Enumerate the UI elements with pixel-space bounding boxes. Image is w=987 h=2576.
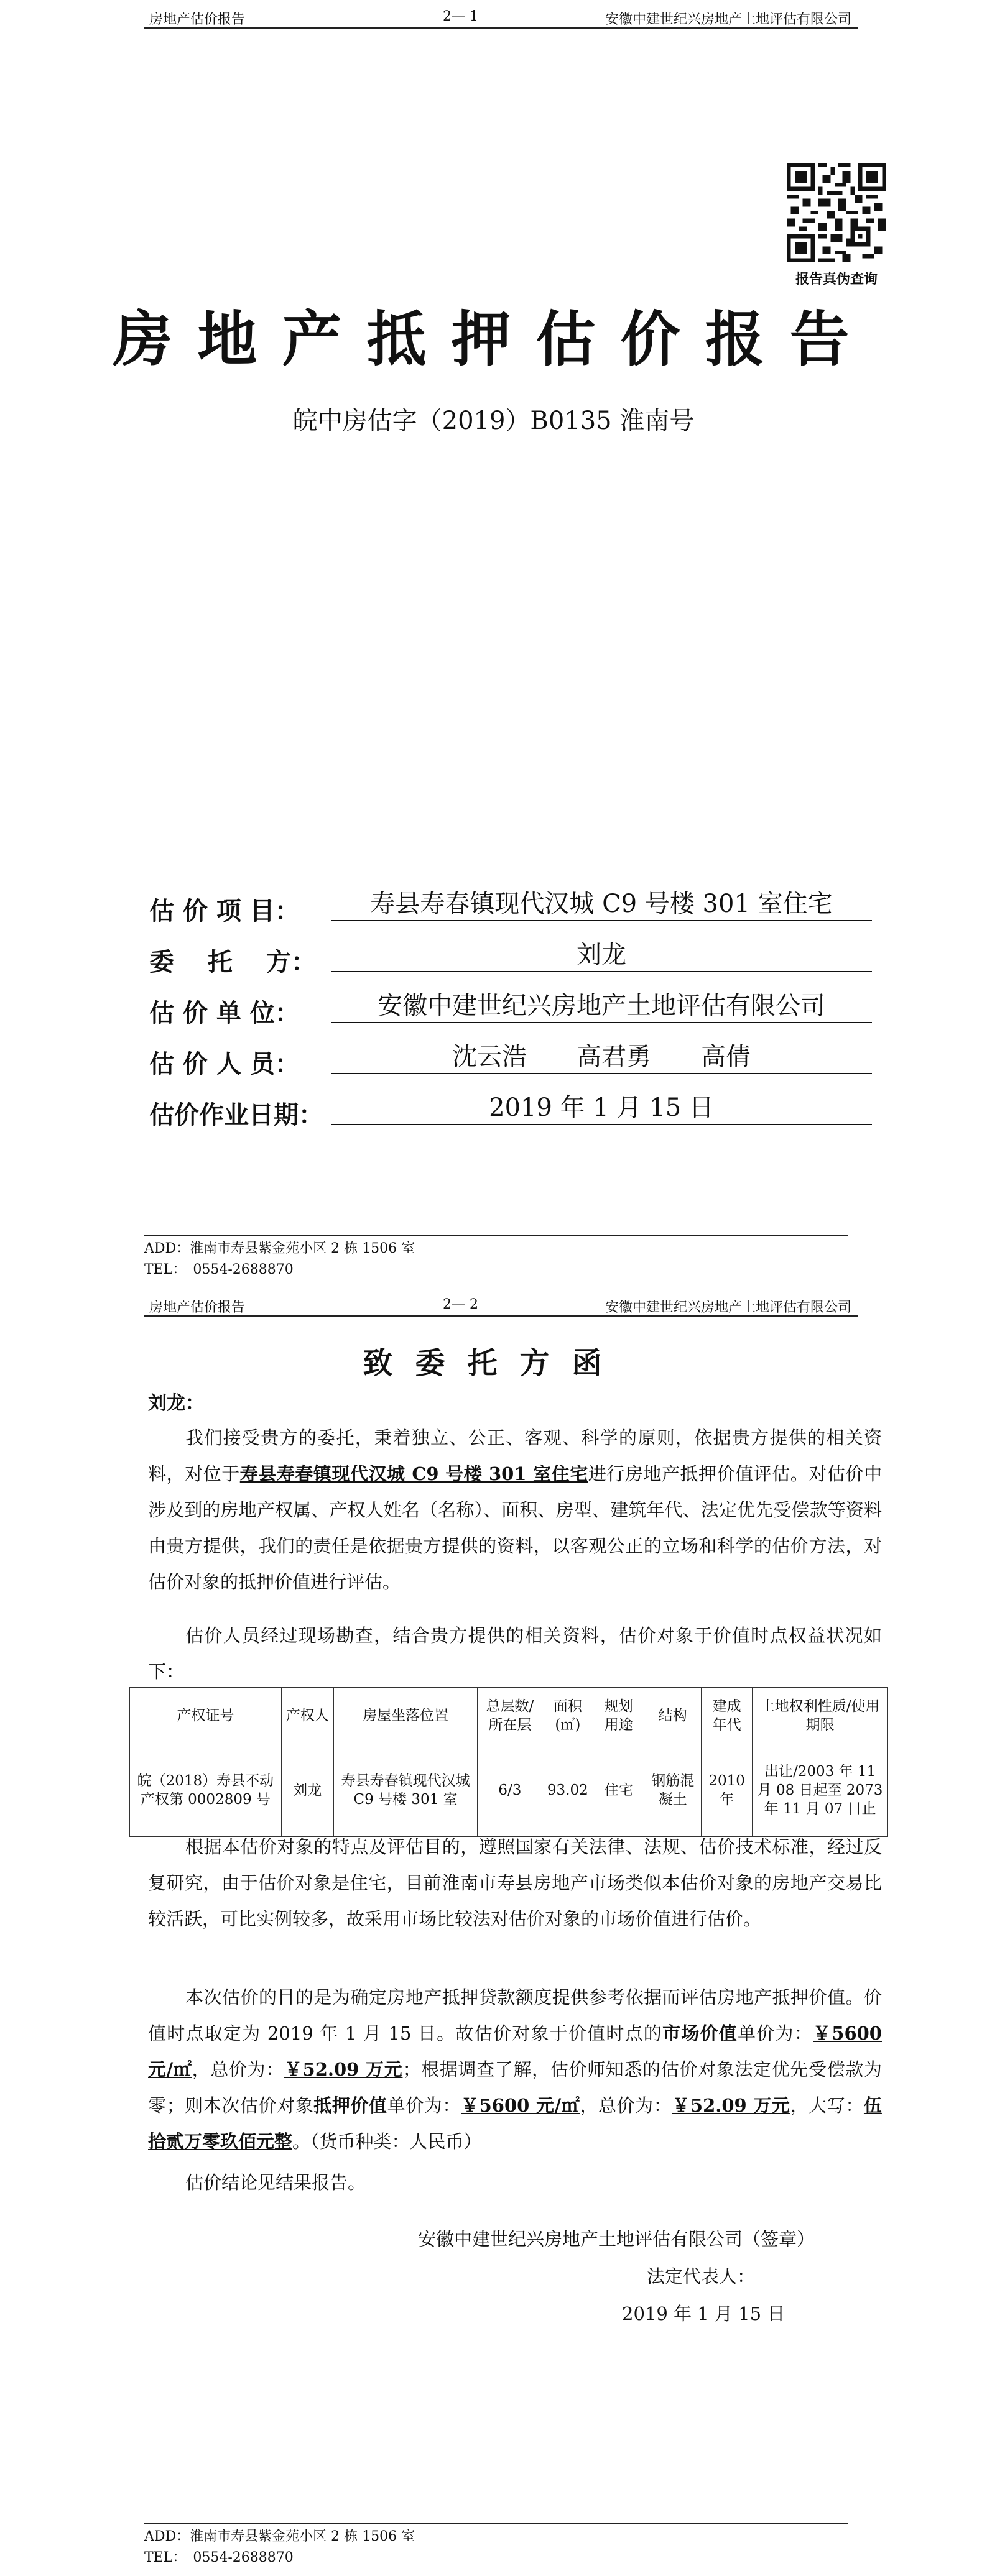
qr-caption: 报告真伪查询 [795, 271, 878, 287]
table-row [130, 1744, 888, 1837]
col-floors: 总层数/所在层 [478, 1688, 542, 1744]
col-certificate-no: 产权证号 [130, 1688, 282, 1744]
col-area: 面积(㎡) [542, 1688, 593, 1744]
header-company: 安徽中建世纪兴房地产土地评估有限公司 [605, 1300, 851, 1315]
col-build-year: 建成年代 [702, 1688, 753, 1744]
amount-in-words: 伍拾贰万零玖佰元整 [148, 2095, 882, 2152]
verification-qr-code[interactable] [787, 163, 886, 262]
report-title: 房地产抵押估价报告 [113, 305, 874, 374]
col-owner: 产权人 [281, 1688, 333, 1744]
col-planned-use: 规划用途 [593, 1688, 644, 1744]
footer-address: ADD：淮南市寿县紫金苑小区 2 栋 1506 室 [144, 1241, 415, 1256]
cell-structure: 钢筋混凝土 [644, 1744, 702, 1837]
col-land-rights: 土地权利性质/使用期限 [753, 1688, 888, 1744]
mortgage-total-price: ￥52.09 万元 [672, 2095, 790, 2116]
company-signature: 安徽中建世纪兴房地产土地评估有限公司（签章） [418, 2229, 815, 2250]
field-appraisers [149, 1041, 896, 1078]
cell-floors: 6/3 [478, 1744, 542, 1837]
running-header [144, 6, 858, 29]
field-value: 刘龙 [331, 939, 872, 972]
letter-title: 致委托方函 [363, 1346, 624, 1381]
cell-area: 93.02 [542, 1744, 593, 1837]
header-company: 安徽中建世纪兴房地产土地评估有限公司 [605, 12, 851, 27]
field-label: 估价作业日期： [149, 1101, 323, 1129]
header-page-number: 2— 1 [443, 9, 478, 24]
report-number: 皖中房估字（2019）B0135 淮南号 [292, 407, 695, 435]
salutation: 刘龙： [148, 1392, 204, 1414]
cell-location: 寿县寿春镇现代汉城 C9 号楼 301 室 [333, 1744, 478, 1837]
header-page-number: 2— 2 [443, 1297, 478, 1312]
footer-divider [144, 2523, 848, 2524]
cell-land-rights: 出让/2003 年 11 月 08 日起至 2073 年 11 月 07 日止 [753, 1744, 888, 1837]
col-structure: 结构 [644, 1688, 702, 1744]
paragraph-method: 根据本估价对象的特点及评估目的，遵照国家有关法律、法规、估价技术标准，经过反复研究，由于估价对象是住宅，目前淮南市寿县房地产市场类似本估价对象的房地产交易比较活跃，可比实例较多，故采用市场比较法对估价对象的市场价值进行估价。 [148, 1836, 882, 1930]
footer-address: ADD：淮南市寿县紫金苑小区 2 栋 1506 室 [144, 2529, 415, 2544]
field-client [149, 939, 896, 976]
col-location: 房屋坐落位置 [333, 1688, 478, 1744]
field-label: 估 价 项 目： [149, 897, 300, 926]
footer-divider [144, 1235, 848, 1236]
field-value: 安徽中建世纪兴房地产土地评估有限公司 [331, 990, 872, 1023]
field-value: 2019 年 1 月 15 日 [331, 1092, 872, 1125]
market-unit-price: ￥5600 元/㎡ [148, 2023, 882, 2080]
paragraph-commission: 我们接受贵方的委托，秉着独立、公正、客观、科学的原则，依据贵方提供的相关资料，对位于寿县寿春镇现代汉城 C9 号楼 301 室住宅进行房地产抵押价值评估。对估价中涉及到的房地产权属、产权人姓名（名称）、面积、房型、建筑年代、法定优先受偿款等资料由贵方提供，我们的责任是依据贵方提供的资料，以客观公正的立场和科学的估价方法，对估价对象的抵押价值进行评估。 [148, 1427, 882, 1593]
paragraph-conclusion: 估价结论见结果报告。 [185, 2172, 366, 2193]
property-rights-table [129, 1687, 888, 1837]
field-work-date [149, 1092, 896, 1129]
cell-owner: 刘龙 [281, 1744, 333, 1837]
footer-telephone: TEL： 0554-2688870 [144, 2550, 294, 2565]
header-report-type: 房地产估价报告 [149, 12, 246, 27]
footer-telephone: TEL： 0554-2688870 [144, 1262, 294, 1277]
cell-build-year: 2010 年 [702, 1744, 753, 1837]
letter-date: 2019 年 1 月 15 日 [622, 2303, 785, 2324]
property-address: 寿县寿春镇现代汉城 C9 号楼 301 室住宅 [239, 1463, 588, 1484]
letter-page [0, 1288, 987, 2576]
field-label: 委 托 方： [149, 948, 316, 977]
legal-representative: 法定代表人： [647, 2266, 756, 2287]
header-report-type: 房地产估价报告 [149, 1300, 246, 1315]
paragraph-inspection: 估价人员经过现场勘查，结合贵方提供的相关资料，估价对象于价值时点权益状况如下： [148, 1625, 882, 1682]
field-project [149, 888, 896, 925]
field-label: 估 价 人 员： [149, 1050, 300, 1079]
table-header-row [130, 1688, 888, 1744]
field-value: 沈云浩 高君勇 高倩 [331, 1041, 872, 1074]
paragraph-valuation-result: 本次估价的目的是为确定房地产抵押贷款额度提供参考依据而评估房地产抵押价值。价值时点取定为 2019 年 1 月 15 日。故估价对象于价值时点的市场价值单价为：￥5600 元/㎡，总价为：￥52.09 万元；根据调查了解，估价师知悉的估价对象法定优先受偿款为零；则本次估价对象抵押价值单价为：￥5600 元/㎡，总价为：￥52.09 万元，大写：伍拾贰万零玖佰元整。（货币种类：人民币） [148, 1987, 882, 2152]
field-appraisal-firm [149, 990, 896, 1027]
market-value-label: 市场价值 [662, 2023, 738, 2044]
field-label: 估 价 单 位： [149, 999, 300, 1028]
running-header [144, 1294, 858, 1317]
market-total-price: ￥52.09 万元 [284, 2059, 403, 2080]
mortgage-value-label: 抵押价值 [313, 2095, 387, 2116]
field-value: 寿县寿春镇现代汉城 C9 号楼 301 室住宅 [331, 888, 872, 921]
mortgage-unit-price: ￥5600 元/㎡ [461, 2095, 580, 2116]
cell-planned-use: 住宅 [593, 1744, 644, 1837]
cell-certificate-no: 皖（2018）寿县不动产权第 0002809 号 [130, 1744, 282, 1837]
